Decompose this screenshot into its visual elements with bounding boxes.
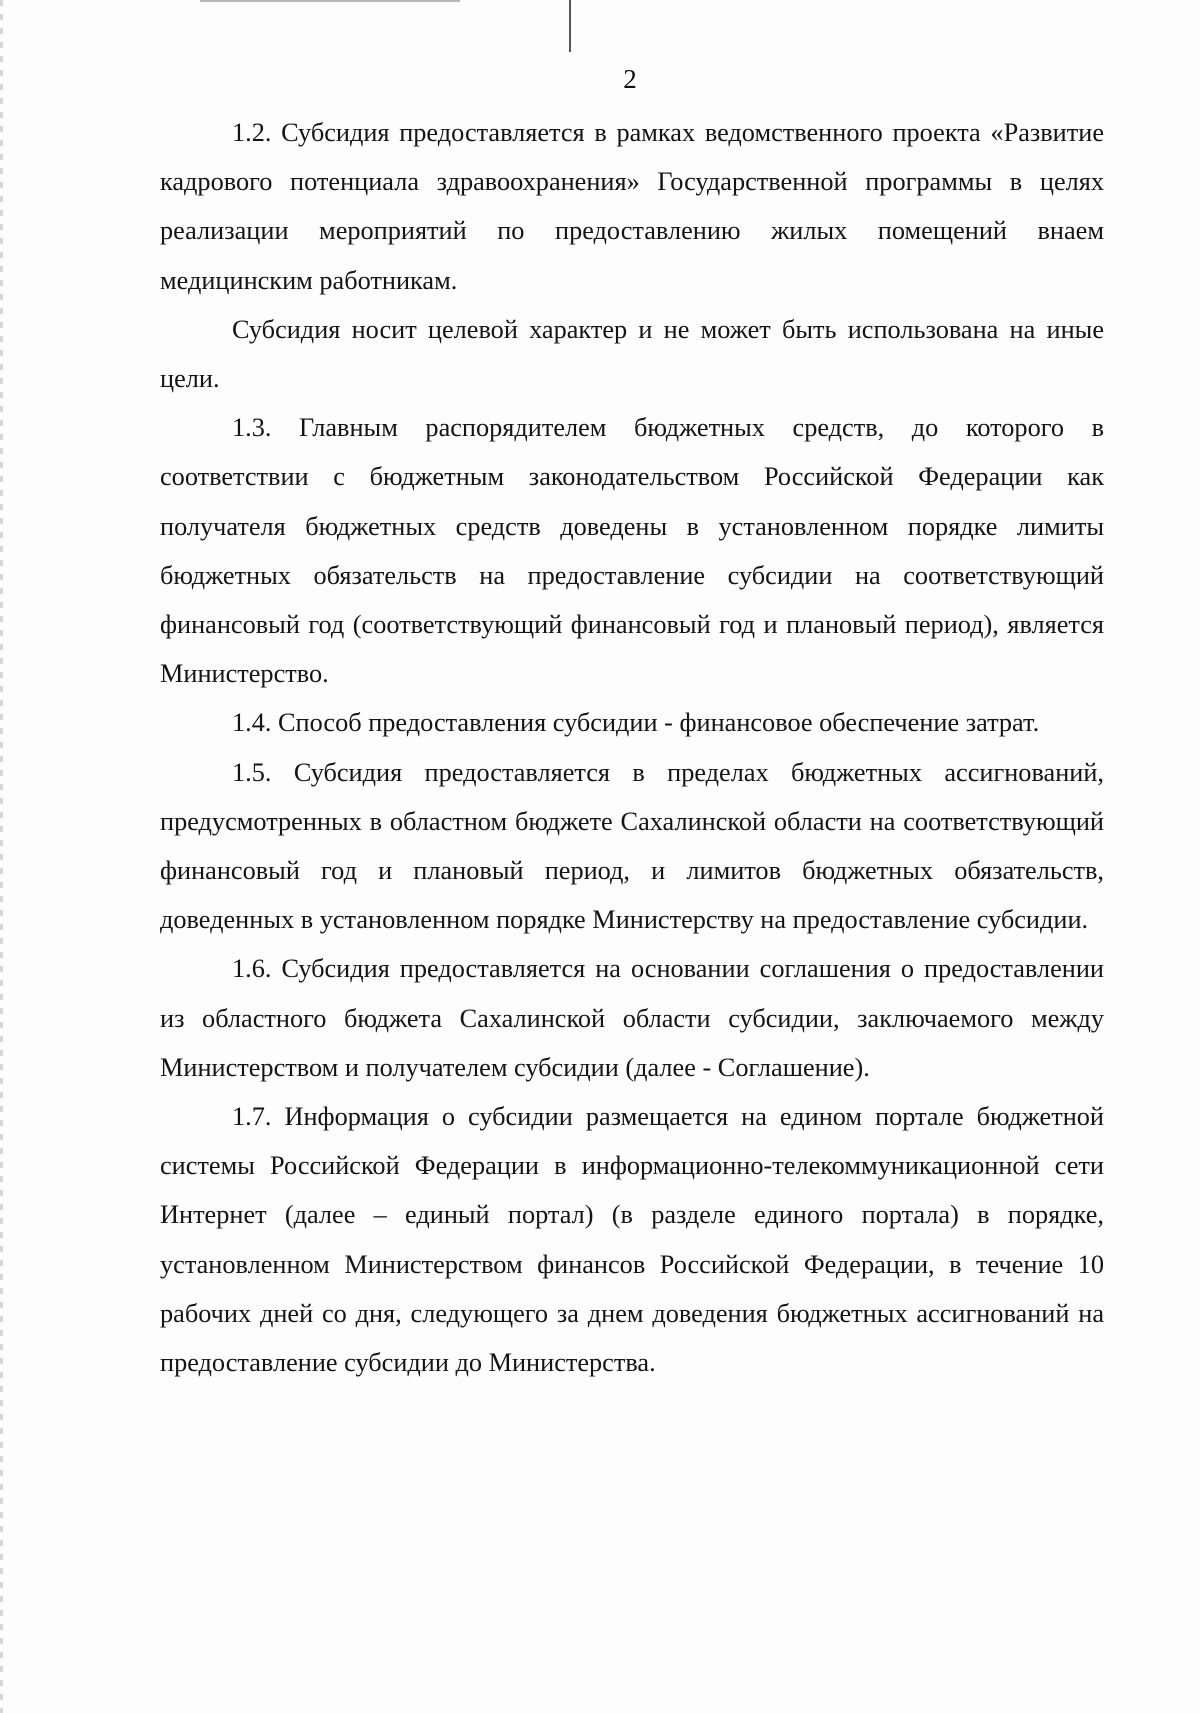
scan-artifact-top: [200, 0, 460, 2]
scan-artifact-divider: [569, 0, 571, 52]
paragraph-1-7: 1.7. Информация о субсидии размещается на едином портале бюджетной системы Российской Федерации в информационно-телекоммуникационной сети Интернет (далее – единый портал) (в разделе единого портала) в порядке, установленном Министерством финансов Российской Федерации, в течение 10 рабочих дней со дня, следующего за днем доведения бюджетных ассигнований на предоставление субсидии до Министерства.: [160, 1102, 1104, 1378]
paragraph-1-5: 1.5. Субсидия предоставляется в пределах бюджетных ассигнований, предусмотренных в областном бюджете Сахалинской области на соответствующий финансовый год и плановый период, и лимитов бюджетных обязательств, доведенных в установленном порядке Министерству на предоставление субсидии.: [160, 757, 1104, 935]
paragraph-1-4: 1.4. Способ предоставления субсидии - финансовое обеспечение затрат.: [232, 708, 1040, 738]
paragraph-1-2: 1.2. Субсидия предоставляется в рамках ведомственного проекта «Развитие кадрового потенциала здравоохранения» Государственной программы в целях реализации мероприятий по предоставлению жилых помещений внаем медицинским работникам.: [160, 118, 1104, 295]
paragraph-1-2-purpose: Субсидия носит целевой характер и не может быть использована на иные цели.: [160, 314, 1104, 394]
page-number: 2: [623, 64, 637, 94]
paragraph-1-6: 1.6. Субсидия предоставляется на основании соглашения о предоставлении из областного бюджета Сахалинской области субсидии, заключаемого между Министерством и получателем субсидии (далее - Соглашение).: [160, 954, 1104, 1082]
document-body: [160, 108, 1104, 1387]
scan-artifact-left-edge: [0, 0, 3, 1713]
paragraph-1-3: 1.3. Главным распорядителем бюджетных средств, до которого в соответствии с бюджетным законодательством Российской Федерации как получателя бюджетных средств доведены в установленном порядке лимиты бюджетных обязательств на предоставление субсидии на соответствующий финансовый год (соответствующий финансовый год и плановый период), является Министерство.: [160, 413, 1104, 689]
